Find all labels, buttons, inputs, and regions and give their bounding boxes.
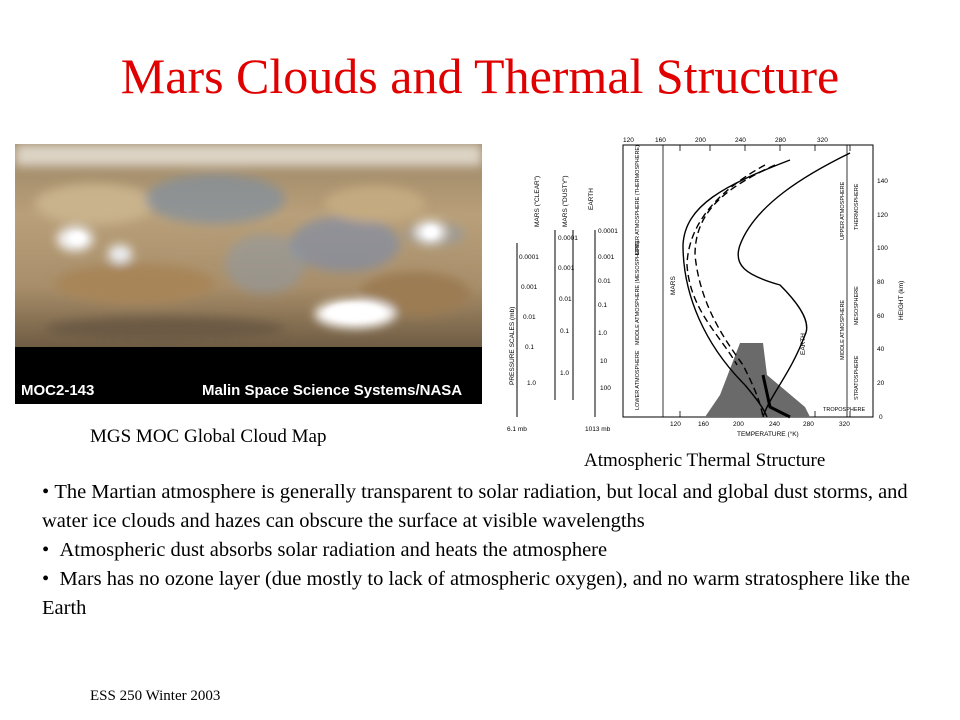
- pressure-tick-label: 1.0: [560, 370, 570, 377]
- earth-region-label: TROPOSPHERE: [823, 407, 866, 413]
- bottom-tick-label: 280: [803, 421, 814, 428]
- height-tick-label: 0: [879, 414, 883, 421]
- pressure-tick-label: 0.01: [598, 278, 611, 285]
- x-axis-label: TEMPERATURE (°K): [737, 431, 799, 438]
- earth-scale-label: EARTH: [588, 188, 595, 210]
- height-tick-label: 140: [877, 178, 888, 185]
- slide-title: Mars Clouds and Thermal Structure: [120, 48, 840, 104]
- pressure-tick-label: 0.1: [560, 328, 570, 335]
- mars-curve-label: MARS: [670, 276, 677, 295]
- bullet-item: • The Martian atmosphere is generally transparent to solar radiation, but local and global dust storms, and water ice clouds and hazes can obscure the surface at visible wavelengths: [42, 481, 908, 532]
- height-tick-label: 80: [877, 279, 885, 286]
- height-tick-label: 40: [877, 346, 885, 353]
- bottom-tick-label: 240: [769, 421, 780, 428]
- thermal-structure-diagram: [505, 135, 915, 440]
- bullet-text: Atmospheric dust absorbs solar radiation and heats the atmosphere: [59, 539, 608, 561]
- mars-dusty-ticks: [558, 235, 578, 377]
- bottom-tick-label: 200: [733, 421, 744, 428]
- dust-shading: [705, 343, 810, 417]
- pressure-tick-label: 0.001: [521, 284, 538, 291]
- earth-pressure-ticks: [598, 228, 618, 392]
- pressure-tick-label: 0.01: [523, 314, 536, 321]
- mars-clear-ticks: [519, 254, 539, 387]
- top-tick-label: 120: [623, 137, 634, 144]
- bottom-tick-label: 120: [670, 421, 681, 428]
- mars-map-image: [15, 144, 482, 404]
- map-id-label: MOC2-143: [21, 382, 95, 399]
- mars-dusty-label: MARS ("DUSTY"): [562, 175, 569, 227]
- mars-clear-label: MARS ("CLEAR"): [534, 175, 541, 227]
- top-tick-label: 280: [775, 137, 786, 144]
- pressure-tick-label: 10: [600, 358, 608, 365]
- bottom-tick-label: 160: [698, 421, 709, 428]
- earth-region-label: UPPER ATMOSPHERE: [840, 181, 846, 240]
- mars-region-label: MIDDLE ATMOSPHERE (MESOSPHERE): [635, 240, 641, 345]
- bullet-text: Mars has no ozone layer (due mostly to lack of atmospheric oxygen), and no warm stratosphere like the Earth: [42, 568, 910, 619]
- mars-region-label: LOWER ATMOSPHERE: [635, 350, 641, 410]
- top-tick-label: 160: [655, 137, 666, 144]
- bullet-text: The Martian atmosphere is generally transparent to solar radiation, but local and global dust storms, and water ice clouds and hazes can obscure the surface at visible wavelengths: [42, 481, 908, 532]
- mars-dusty-curve-2: [687, 165, 765, 365]
- pressure-tick-label: 0.001: [598, 254, 615, 261]
- mars-region-label: UPPER ATMOSPHERE (THERMOSPHERE): [635, 145, 641, 255]
- pressure-tick-label: 0.0001: [519, 254, 539, 261]
- slide-footer: ESS 250 Winter 2003: [90, 688, 221, 704]
- pressure-tick-label: 0.01: [559, 296, 572, 303]
- pressure-tick-label: 0.001: [558, 265, 575, 272]
- pressure-tick-label: 0.1: [525, 344, 535, 351]
- diagram-caption: Atmospheric Thermal Structure: [584, 450, 826, 471]
- top-tick-label: 320: [817, 137, 828, 144]
- earth-region-label: THERMOSPHERE: [854, 183, 860, 230]
- pressure-tick-label: 100: [600, 385, 611, 392]
- bullet-item: • Mars has no ozone layer (due mostly to lack of atmospheric oxygen), and no warm stratosphere like the Earth: [42, 568, 910, 619]
- earth-region-label: STRATOSPHERE: [854, 355, 860, 400]
- earth-surface-pressure: 1013 mb: [585, 426, 611, 433]
- bullet-list: [42, 478, 912, 623]
- map-credit: Malin Space Science Systems/NASA: [202, 382, 463, 399]
- top-ticks: [623, 137, 828, 144]
- height-tick-label: 100: [877, 245, 888, 252]
- pressure-axis-label: PRESSURE SCALES (mb): [509, 306, 516, 385]
- bottom-ticks: [670, 421, 850, 428]
- bottom-tick-label: 320: [839, 421, 850, 428]
- height-tick-label: 60: [877, 313, 885, 320]
- height-ticks: [877, 178, 888, 421]
- top-tick-label: 240: [735, 137, 746, 144]
- height-tick-label: 20: [877, 380, 885, 387]
- pressure-tick-label: 1.0: [598, 330, 608, 337]
- earth-curve-label: EARTH: [800, 333, 807, 355]
- pressure-tick-label: 1.0: [527, 380, 537, 387]
- earth-region-label: MESOSPHERE: [854, 286, 860, 325]
- top-tick-label: 200: [695, 137, 706, 144]
- earth-region-label: MIDDLE ATMOSPHERE: [840, 299, 846, 360]
- map-caption: MGS MOC Global Cloud Map: [90, 426, 327, 447]
- height-tick-label: 120: [877, 212, 888, 219]
- bullet-item: • Atmospheric dust absorbs solar radiation and heats the atmosphere: [42, 539, 608, 561]
- pressure-tick-label: 0.0001: [598, 228, 618, 235]
- mars-surface-pressure: 6.1 mb: [507, 426, 527, 433]
- height-axis-label: HEIGHT (km): [898, 280, 905, 320]
- mars-cloud-map: [15, 144, 482, 404]
- pressure-tick-label: 0.0001: [558, 235, 578, 242]
- pressure-tick-label: 0.1: [598, 302, 608, 309]
